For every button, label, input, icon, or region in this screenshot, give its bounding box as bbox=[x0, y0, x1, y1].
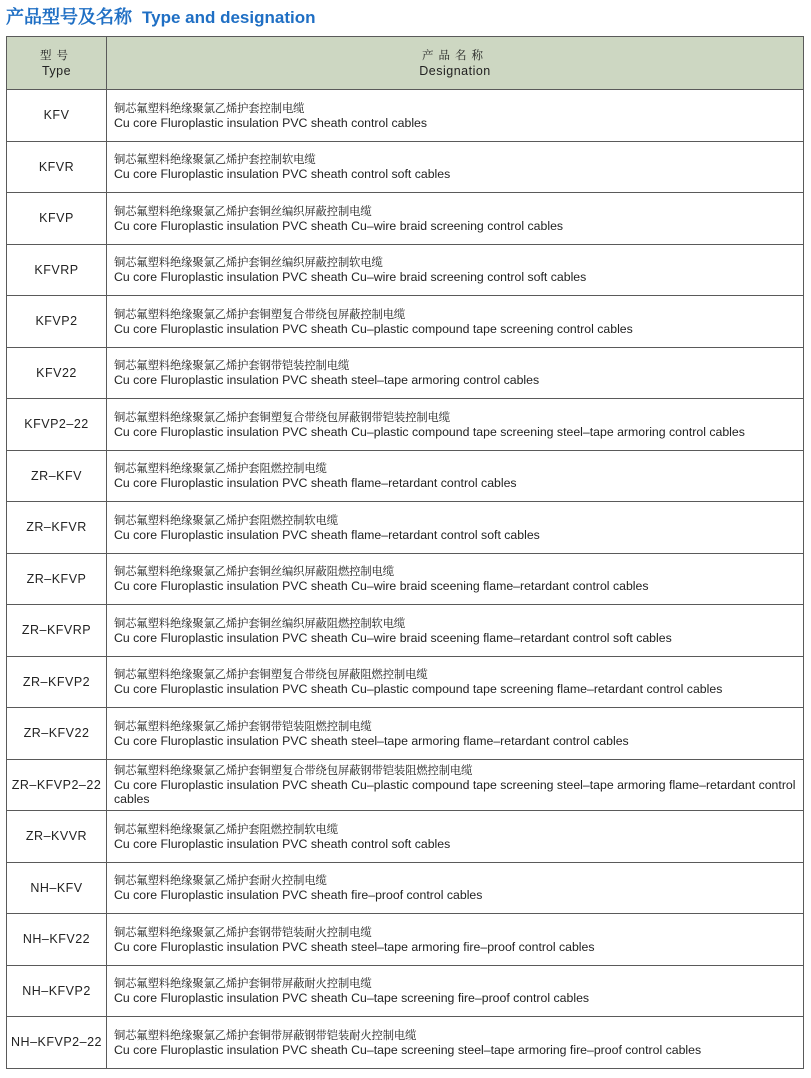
designation-en: Cu core Fluroplastic insulation PVC sheath fire–proof control cables bbox=[114, 888, 483, 903]
type-cell: NH–KFV22 bbox=[7, 914, 107, 966]
type-header-en: Type bbox=[41, 64, 72, 78]
type-cell: ZR–KFVP2–22 bbox=[7, 759, 107, 811]
designation-cell bbox=[107, 193, 804, 245]
designation-en: Cu core Fluroplastic insulation PVC sheath Cu–tape screening steel–tape armoring fire–proof control cables bbox=[114, 1042, 702, 1057]
type-cell: NH–KFV bbox=[7, 862, 107, 914]
designation-en: Cu core Fluroplastic insulation PVC sheath Cu–wire braid sceening flame–retardant control cables bbox=[114, 579, 649, 594]
designation-cell bbox=[107, 450, 804, 502]
table-row bbox=[7, 296, 804, 348]
type-cell: ZR–KFVRP bbox=[7, 605, 107, 657]
designation-cn: 铜芯氟塑料绝缘聚氯乙烯护套铜塑复合带绕包屏蔽控制电缆 bbox=[114, 307, 406, 321]
designation-cell bbox=[107, 347, 804, 399]
designation-cn: 铜芯氟塑料绝缘聚氯乙烯护套控制电缆 bbox=[114, 101, 305, 115]
designation-cn: 铜芯氟塑料绝缘聚氯乙烯护套铜带屏蔽耐火控制电缆 bbox=[114, 977, 372, 991]
designation-cell bbox=[107, 399, 804, 451]
table-row bbox=[7, 862, 804, 914]
type-cell: ZR–KFVR bbox=[7, 502, 107, 554]
designation-cn: 铜芯氟塑料绝缘聚氯乙烯护套铜塑复合带绕包屏蔽钢带铠装控制电缆 bbox=[114, 410, 450, 424]
designation-en: Cu core Fluroplastic insulation PVC sheath control soft cables bbox=[114, 836, 451, 851]
designation-en: Cu core Fluroplastic insulation PVC sheath flame–retardant control cables bbox=[114, 476, 517, 491]
table-row bbox=[7, 141, 804, 193]
type-cell: KFVRP bbox=[7, 244, 107, 296]
designation-en: Cu core Fluroplastic insulation PVC sheath flame–retardant control soft cables bbox=[114, 527, 540, 542]
designation-cn: 铜芯氟塑料绝缘聚氯乙烯护套阻燃控制软电缆 bbox=[114, 822, 338, 836]
type-cell: KFVP2–22 bbox=[7, 399, 107, 451]
designation-cn: 铜芯氟塑料绝缘聚氯乙烯护套铜塑复合带绕包屏蔽钢带铠装阻燃控制电缆 bbox=[114, 764, 473, 778]
table-row bbox=[7, 244, 804, 296]
page-title bbox=[6, 3, 315, 29]
table-row bbox=[7, 811, 804, 863]
designation-cell bbox=[107, 914, 804, 966]
designation-en: Cu core Fluroplastic insulation PVC sheath Cu–plastic compound tape screening steel–tape armoring flame–retardant control cables bbox=[114, 778, 796, 807]
designation-en: Cu core Fluroplastic insulation PVC sheath Cu–wire braid sceening flame–retardant control soft cables bbox=[114, 630, 672, 645]
designation-cn: 铜芯氟塑料绝缘聚氯乙烯护套铜丝编织屏蔽阻燃控制电缆 bbox=[114, 565, 394, 579]
designation-en: Cu core Fluroplastic insulation PVC sheath steel–tape armoring fire–proof control cables bbox=[114, 939, 595, 954]
designation-en: Cu core Fluroplastic insulation PVC sheath Cu–wire braid screening control soft cables bbox=[114, 270, 587, 285]
table-row bbox=[7, 502, 804, 554]
designation-en: Cu core Fluroplastic insulation PVC sheath control cables bbox=[114, 115, 428, 130]
page-title-cn: 产品型号及名称 bbox=[6, 7, 132, 28]
designation-header-cn: 产品名称 bbox=[422, 48, 488, 62]
designation-cell bbox=[107, 656, 804, 708]
type-cell: ZR–KFVP2 bbox=[7, 656, 107, 708]
designation-cn: 铜芯氟塑料绝缘聚氯乙烯护套钢带铠装控制电缆 bbox=[114, 359, 350, 373]
table-row bbox=[7, 553, 804, 605]
designation-en: Cu core Fluroplastic insulation PVC sheath Cu–plastic compound tape screening control cables bbox=[114, 321, 633, 336]
designation-en: Cu core Fluroplastic insulation PVC sheath Cu–tape screening fire–proof control cables bbox=[114, 991, 590, 1006]
designation-cell bbox=[107, 605, 804, 657]
designation-column-header bbox=[107, 37, 804, 90]
designation-cell bbox=[107, 296, 804, 348]
designation-cn: 铜芯氟塑料绝缘聚氯乙烯护套钢带铠装耐火控制电缆 bbox=[114, 925, 372, 939]
type-cell: KFVP bbox=[7, 193, 107, 245]
designation-cn: 铜芯氟塑料绝缘聚氯乙烯护套铜丝编织屏蔽控制电缆 bbox=[114, 204, 372, 218]
designation-cell bbox=[107, 502, 804, 554]
type-header-cn: 型号 bbox=[40, 48, 73, 62]
type-cell: ZR–KFV22 bbox=[7, 708, 107, 760]
table-row bbox=[7, 347, 804, 399]
designation-en: Cu core Fluroplastic insulation PVC sheath steel–tape armoring flame–retardant control cables bbox=[114, 733, 629, 748]
type-cell: ZR–KFV bbox=[7, 450, 107, 502]
designation-cell bbox=[107, 862, 804, 914]
designation-cell bbox=[107, 759, 804, 811]
type-cell: NH–KFVP2–22 bbox=[7, 1017, 107, 1069]
designation-en: Cu core Fluroplastic insulation PVC sheath Cu–plastic compound tape screening steel–tape armoring control cables bbox=[114, 424, 745, 439]
designation-header-en: Designation bbox=[419, 64, 491, 78]
table-row bbox=[7, 450, 804, 502]
designation-en: Cu core Fluroplastic insulation PVC sheath control soft cables bbox=[114, 167, 451, 182]
designation-cn: 铜芯氟塑料绝缘聚氯乙烯护套控制软电缆 bbox=[114, 153, 316, 167]
designation-cn: 铜芯氟塑料绝缘聚氯乙烯护套铜丝编织屏蔽阻燃控制软电缆 bbox=[114, 616, 406, 630]
table-row bbox=[7, 965, 804, 1017]
type-designation-table bbox=[6, 36, 804, 1069]
designation-cell bbox=[107, 553, 804, 605]
designation-cn: 铜芯氟塑料绝缘聚氯乙烯护套铜带屏蔽钢带铠装耐火控制电缆 bbox=[114, 1028, 417, 1042]
type-cell: NH–KFVP2 bbox=[7, 965, 107, 1017]
designation-cn: 铜芯氟塑料绝缘聚氯乙烯护套阻燃控制电缆 bbox=[114, 462, 327, 476]
type-cell: KFVP2 bbox=[7, 296, 107, 348]
type-cell: KFV22 bbox=[7, 347, 107, 399]
designation-cell bbox=[107, 708, 804, 760]
table-row bbox=[7, 1017, 804, 1069]
type-cell: KFV bbox=[7, 90, 107, 142]
table-row bbox=[7, 759, 804, 811]
designation-cn: 铜芯氟塑料绝缘聚氯乙烯护套铜塑复合带绕包屏蔽阻燃控制电缆 bbox=[114, 668, 428, 682]
table-row bbox=[7, 193, 804, 245]
table-row bbox=[7, 656, 804, 708]
type-cell: ZR–KFVP bbox=[7, 553, 107, 605]
designation-cell bbox=[107, 811, 804, 863]
designation-cell bbox=[107, 141, 804, 193]
designation-cn: 铜芯氟塑料绝缘聚氯乙烯护套耐火控制电缆 bbox=[114, 874, 327, 888]
table-row bbox=[7, 708, 804, 760]
table-header-row bbox=[7, 37, 804, 90]
designation-cell bbox=[107, 965, 804, 1017]
table-row bbox=[7, 605, 804, 657]
page-title-en: Type and designation bbox=[142, 8, 316, 27]
type-cell: KFVR bbox=[7, 141, 107, 193]
designation-en: Cu core Fluroplastic insulation PVC sheath steel–tape armoring control cables bbox=[114, 373, 540, 388]
designation-cell bbox=[107, 1017, 804, 1069]
designation-cell bbox=[107, 244, 804, 296]
type-cell: ZR–KVVR bbox=[7, 811, 107, 863]
table-row bbox=[7, 90, 804, 142]
designation-cell bbox=[107, 90, 804, 142]
designation-cn: 铜芯氟塑料绝缘聚氯乙烯护套阻燃控制软电缆 bbox=[114, 513, 338, 527]
table-row bbox=[7, 399, 804, 451]
designation-en: Cu core Fluroplastic insulation PVC sheath Cu–wire braid screening control cables bbox=[114, 218, 564, 233]
table-row bbox=[7, 914, 804, 966]
type-column-header bbox=[7, 37, 107, 90]
designation-cn: 铜芯氟塑料绝缘聚氯乙烯护套铜丝编织屏蔽控制软电缆 bbox=[114, 256, 383, 270]
designation-en: Cu core Fluroplastic insulation PVC sheath Cu–plastic compound tape screening flame–retardant control cables bbox=[114, 682, 723, 697]
designation-cn: 铜芯氟塑料绝缘聚氯乙烯护套钢带铠装阻燃控制电缆 bbox=[114, 719, 372, 733]
